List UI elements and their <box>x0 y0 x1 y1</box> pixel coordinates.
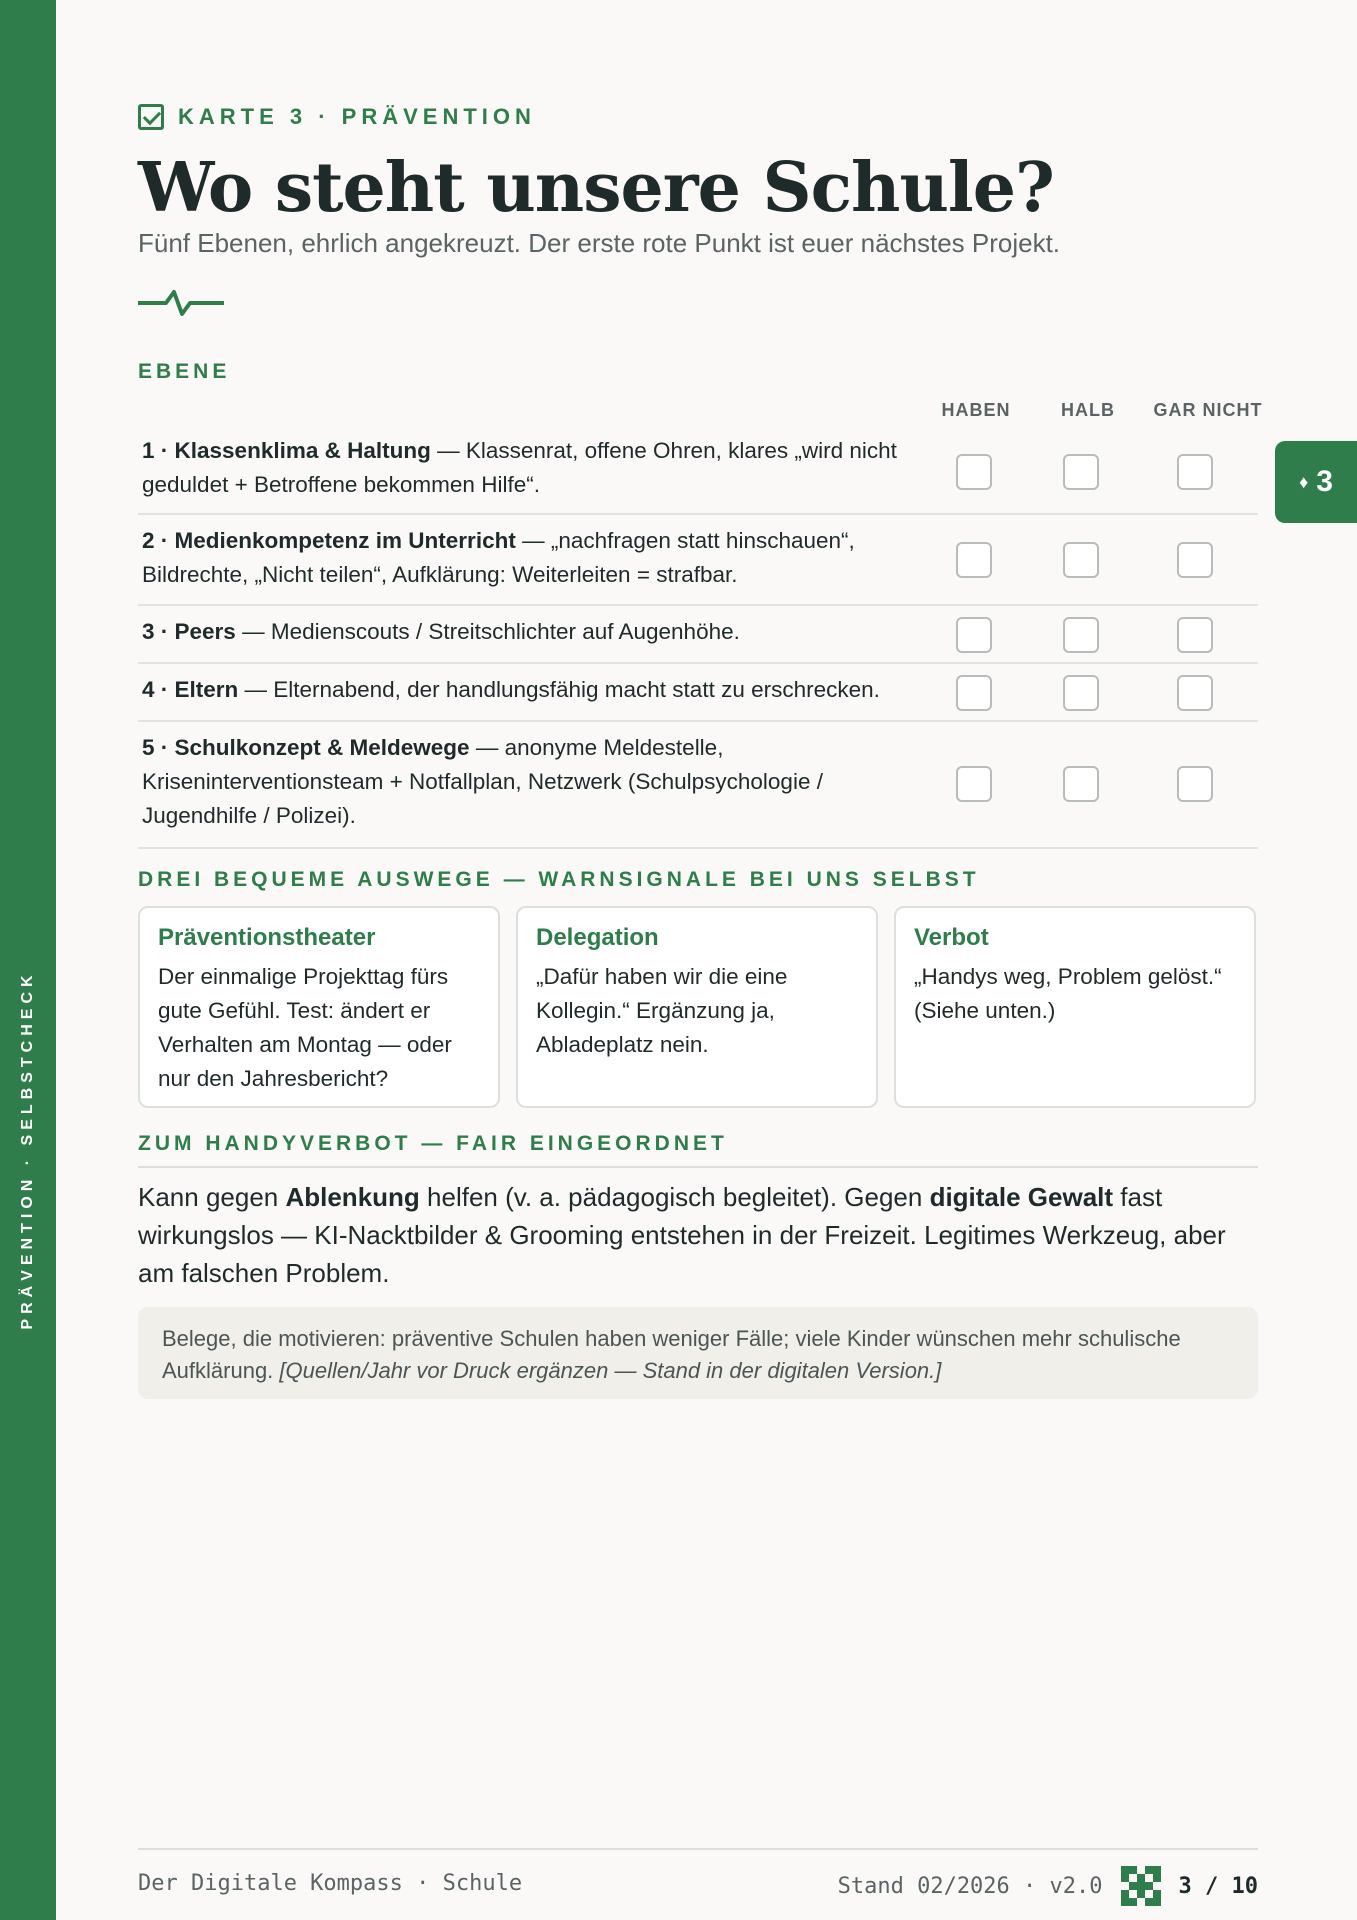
row-text <box>142 524 932 592</box>
column-header-gar-nicht: GAR NICHT <box>1153 400 1263 420</box>
section-label-handyverbot: ZUM HANDYVERBOT — FAIR EINGEORDNET <box>138 1132 728 1155</box>
side-bar-label: PRÄVENTION · SELBSTCHECK <box>19 970 36 1330</box>
checklist-row-1 <box>138 430 1258 515</box>
text-segment: helfen (v. a. pädagogisch begleitet). Gegen <box>419 1182 930 1212</box>
chapter-tab[interactable] <box>1275 441 1357 523</box>
card-title: Delegation <box>536 924 659 951</box>
row-number: 5 · <box>142 735 175 760</box>
footer-publication: Der Digitale Kompass · Schule <box>138 1871 523 1896</box>
note-text: Belege, die motivieren: präventive Schulen haben weniger Fälle; viele Kinder wünschen mehr schulische Aufklärung. <box>162 1326 1181 1383</box>
diamond-icon: ♦ <box>1299 471 1309 492</box>
warning-cards <box>138 906 1258 1108</box>
qr-code-icon <box>1121 1866 1161 1906</box>
note-placeholder: [Quellen/Jahr vor Druck ergänzen — Stand in der digitalen Version.] <box>279 1358 942 1383</box>
chapter-number: 3 <box>1316 465 1333 498</box>
column-header-halb: HALB <box>1061 400 1115 420</box>
row-number: 3 · <box>142 619 175 644</box>
checkbox-gar-nicht[interactable] <box>1177 454 1213 490</box>
checkbox-checked-icon <box>138 104 164 130</box>
page-number: 3 / 10 <box>1178 1873 1258 1899</box>
checkbox-haben[interactable] <box>956 675 992 711</box>
checkbox-halb[interactable] <box>1063 766 1099 802</box>
row-title: Peers <box>174 619 236 644</box>
side-bar <box>0 0 56 1920</box>
checkbox-halb[interactable] <box>1063 617 1099 653</box>
row-description: — Elternabend, der handlungsfähig macht statt zu erschrecken. <box>238 677 880 702</box>
row-text <box>142 731 932 833</box>
row-title: Eltern <box>174 677 239 702</box>
section-label-warnsignale: DREI BEQUEME AUSWEGE — WARNSIGNALE BEI UNS SELBST <box>138 868 980 891</box>
row-title: Klassenklima & Haltung <box>174 438 431 463</box>
card-praeventionstheater <box>138 906 500 1108</box>
row-title: Schulkonzept & Meldewege <box>174 735 470 760</box>
checkbox-haben[interactable] <box>956 454 992 490</box>
row-description: — anonyme Meldestelle, Kriseninterventionsteam + Notfallplan, Netzwerk (Schulpsychologie / Jugendhilfe / Polizei). <box>142 735 823 828</box>
footer-stand: Stand 02/2026 · v2.0 <box>837 1873 1103 1899</box>
text-segment: fast wirkungslos — KI-Nacktbilder & Grooming entstehen in der Freizeit. Legitimes Werkzeug, aber am falschen Problem. <box>138 1182 1226 1288</box>
row-title: Medienkompetenz im Unterricht <box>174 528 516 553</box>
row-text <box>142 615 932 649</box>
page-subtitle: Fünf Ebenen, ehrlich angekreuzt. Der erste rote Punkt ist euer nächstes Projekt. <box>138 228 1061 258</box>
checklist-row-2 <box>138 515 1258 606</box>
checklist-row-5 <box>138 722 1258 849</box>
text-emphasis: Ablenkung <box>285 1182 420 1212</box>
checkbox-gar-nicht[interactable] <box>1177 542 1213 578</box>
row-description: — Klassenrat, offene Ohren, klares „wird nicht geduldet + Betroffene bekommen Hilfe“. <box>142 438 897 497</box>
row-number: 2 · <box>142 528 175 553</box>
card-verbot <box>894 906 1256 1108</box>
kicker <box>138 104 536 130</box>
footer-divider <box>138 1848 1258 1850</box>
footer-meta <box>838 1866 1258 1906</box>
row-number: 4 · <box>142 677 175 702</box>
row-text <box>142 673 932 707</box>
text-emphasis: digitale Gewalt <box>929 1182 1114 1212</box>
card-body: „Handys weg, Problem gelöst.“ (Siehe unten.) <box>914 964 1222 1023</box>
checkbox-gar-nicht[interactable] <box>1177 766 1213 802</box>
handyverbot-paragraph <box>138 1178 1258 1292</box>
checklist-row-4 <box>138 664 1258 722</box>
checkbox-haben[interactable] <box>956 542 992 578</box>
checkbox-gar-nicht[interactable] <box>1177 675 1213 711</box>
row-text <box>142 434 932 502</box>
checkbox-haben[interactable] <box>956 766 992 802</box>
kicker-text: KARTE 3 · PRÄVENTION <box>178 104 536 129</box>
card-title: Verbot <box>914 924 989 951</box>
divider <box>138 1166 1258 1168</box>
text-segment: Kann gegen <box>138 1182 286 1212</box>
checkbox-halb[interactable] <box>1063 454 1099 490</box>
evidence-note <box>138 1307 1258 1399</box>
checkbox-haben[interactable] <box>956 617 992 653</box>
checkbox-halb[interactable] <box>1063 675 1099 711</box>
card-delegation <box>516 906 878 1108</box>
page-title: Wo steht unsere Schule? <box>138 148 1054 228</box>
row-description: — Medienscouts / Streitschlichter auf Augenhöhe. <box>235 619 740 644</box>
card-body: „Dafür haben wir die eine Kollegin.“ Ergänzung ja, Abladeplatz nein. <box>536 964 788 1057</box>
checklist-row-3 <box>138 606 1258 664</box>
pulse-icon <box>138 288 224 318</box>
card-title: Präventionstheater <box>158 924 376 951</box>
column-header-haben: HABEN <box>941 400 1011 420</box>
row-number: 1 · <box>142 438 175 463</box>
card-body: Der einmalige Projekttag fürs gute Gefühl. Test: ändert er Verhalten am Montag — oder nur den Jahresbericht? <box>158 964 452 1091</box>
checkbox-halb[interactable] <box>1063 542 1099 578</box>
section-label-ebene: EBENE <box>138 360 231 383</box>
row-description: — „nachfragen statt hinschauen“, Bildrechte, „Nicht teilen“, Aufklärung: Weiterleiten = strafbar. <box>142 528 855 587</box>
checkbox-gar-nicht[interactable] <box>1177 617 1213 653</box>
